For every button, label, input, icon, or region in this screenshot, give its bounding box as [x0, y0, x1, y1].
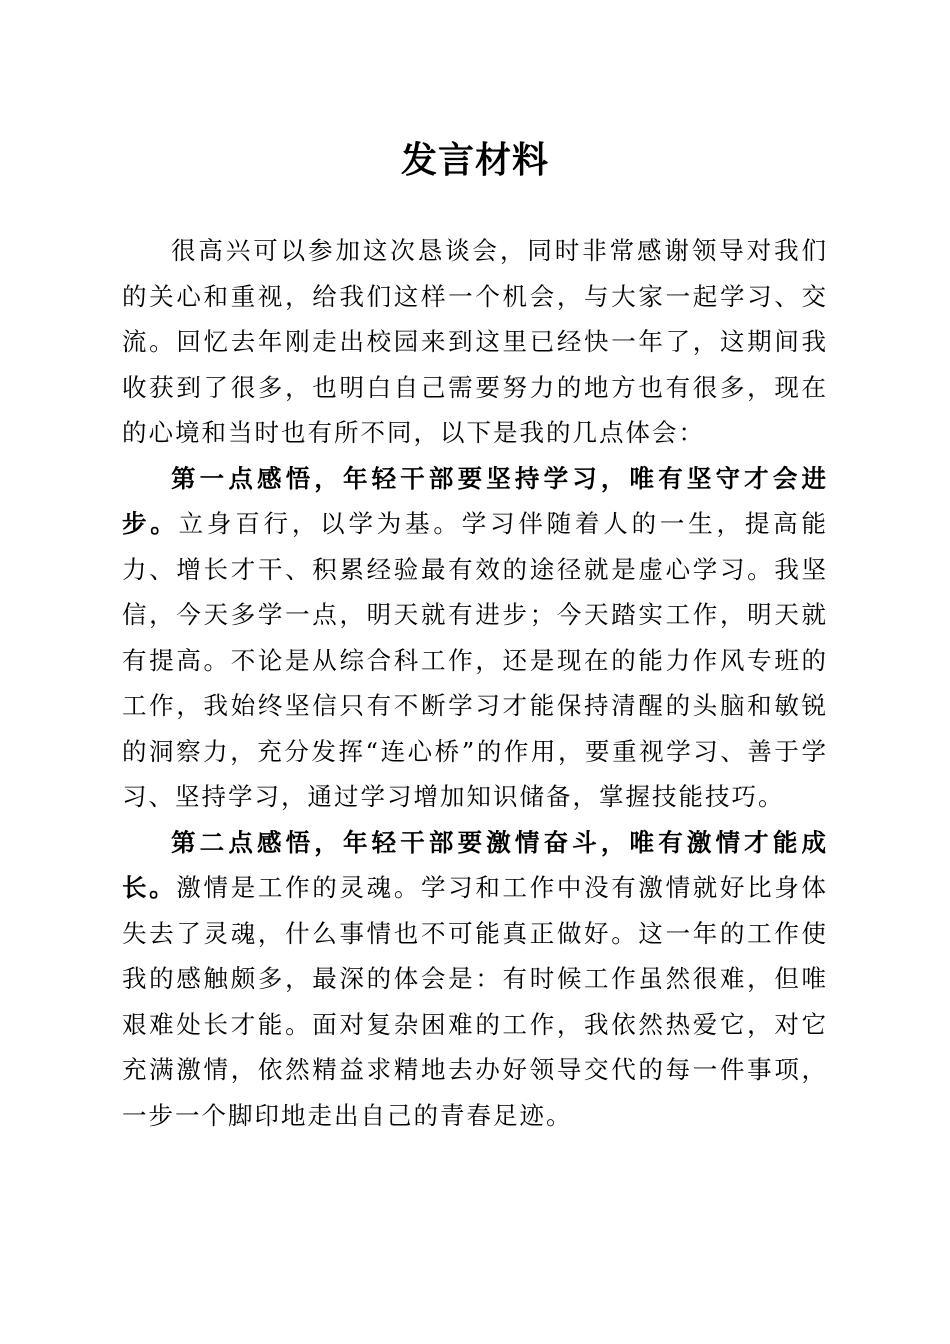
document-body	[122, 228, 828, 1138]
paragraph-point-one	[122, 456, 828, 820]
paragraph-intro-text: 很高兴可以参加这次恳谈会，同时非常感谢领导对我们的关心和重视，给我们这样一个机会，与大家一起学习、交流。回忆去年刚走出校园来到这里已经快一年了，这期间我收获到了很多，也明白自己需要努力的地方也有很多，现在的心境和当时也有所不同，以下是我的几点体会：	[122, 236, 828, 447]
paragraph-point-two	[122, 820, 828, 1139]
document-title: 发言材料	[400, 139, 549, 181]
paragraph-point-one-heading: 第一点感悟，年轻干部要坚持学习，唯有坚守才会进步。	[122, 463, 828, 538]
paragraph-point-two-heading: 第二点感悟，年轻干部要激情奋斗，唯有激情才能成长。	[122, 827, 828, 902]
paragraph-point-two-text: 激情是工作的灵魂。学习和工作中没有激情就好比身体失去了灵魂，什么事情也不可能真正做好。这一年的工作使我的感触颇多，最深的体会是：有时候工作虽然很难，但唯艰难处长才能。面对复杂困难的工作，我依然热爱它，对它充满激情，依然精益求精地去办好领导交代的每一件事项，一步一个脚印地走出自己的青春足迹。	[122, 873, 829, 1130]
paragraph-point-one-text: 立身百行，以学为基。学习伴随着人的一生，提高能力、增长才干、积累经验最有效的途径就是虚心学习。我坚信，今天多学一点，明天就有进步；今天踏实工作，明天就有提高。不论是从综合科工作，还是现在的能力作风专班的工作，我始终坚信只有不断学习才能保持清醒的头脑和敏锐的洞察力，充分发挥“连心桥”的作用，要重视学习、善于学习、坚持学习，通过学习增加知识储备，掌握技能技巧。	[122, 509, 828, 811]
paragraph-intro	[122, 228, 828, 456]
